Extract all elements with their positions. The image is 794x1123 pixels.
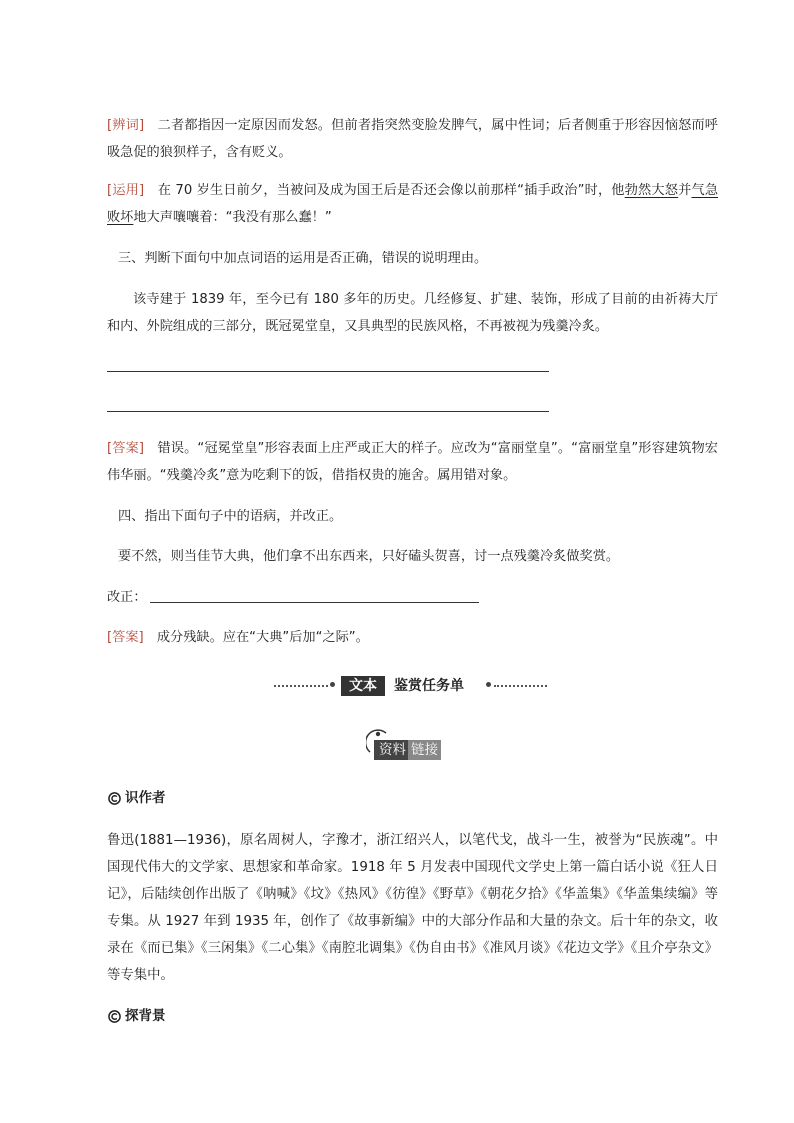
ziliao-label-b: 链接 (408, 740, 441, 760)
answer-line-1[interactable] (107, 371, 549, 372)
background-heading-text: 探背景 (125, 1008, 166, 1024)
q4-answer (107, 624, 718, 651)
bianci-text: 二者都指因一定原因而发怒。但前者指突然变脸发脾气，属中性词；后者侧重于形容因恼怒而呼吸急促的狼狈样子，含有贬义。 (107, 118, 718, 160)
banner-box-label: 文本 (341, 676, 385, 696)
ziliao-label-box (374, 740, 441, 760)
background-heading (108, 1006, 166, 1026)
yunyong-text-1: 在 70 岁生日前夕，当被问及成为国王后是否还会像以前那样“插手政治”时，他 (144, 183, 625, 198)
bianci-tag: [辨词] (107, 118, 145, 133)
q3-title: 三、判断下面句中加点词语的运用是否正确，错误的说明理由。 (118, 251, 488, 266)
q3-answer-tag: [答案] (107, 441, 145, 456)
yunyong-underlined-2: 气急败坏 (107, 183, 719, 225)
circle-c-icon-2 (108, 1010, 121, 1023)
author-text: 鲁迅(1881—1936)，原名周树人，字豫才，浙江绍兴人，以笔代戈，战斗一生，被誉为“民族魂”。中国现代伟大的文学家、思想家和革命家。1918 年 5 月发表中国现代文学史上第一篇白话小说《狂人日记》，后陆续创作出版了《呐喊》《坟》《热风》《彷徨》《野草》《朝花夕拾》《华盖集》《华盖集续编》等专集。从 1927 年到 1935 年，创作了《故事新编》中的大部分作品和大量的杂文。后十年的杂文，收录在《而已集》《三闲集》《二心集》《南腔北调集》《伪自由书》《准风月谈》《花边文学》《且介亭杂文》等专集中。 (107, 833, 718, 983)
circle-c-icon (108, 792, 121, 805)
q3-answer-text: 错误。“冠冕堂皇”形容表面上庄严或正大的样子。应改为“富丽堂皇”。“富丽堂皇”形容建筑物宏伟华丽。“残羹冷炙”意为吃剩下的饭，借指权贵的施舍。属用错对象。 (107, 441, 718, 483)
banner-title: 鉴赏任务单 (394, 678, 464, 694)
yunyong-tag: [运用] (107, 183, 145, 198)
ziliao-link-badge (366, 728, 462, 762)
author-heading-text: 识作者 (125, 790, 166, 806)
banner-dots-right (494, 685, 547, 687)
q4-fix-label: 改正： (107, 590, 147, 605)
q4-answer-tag: [答案] (107, 630, 144, 645)
yunyong-text-3: 地大声嚷嚷着：“我没有那么蠢！” (133, 210, 332, 225)
q4-answer-text: 成分残缺。应在“大典”后加“之际”。 (143, 630, 369, 645)
yunyong-paragraph (107, 177, 718, 231)
answer-line-2[interactable] (107, 411, 549, 412)
bianci-paragraph (107, 112, 718, 166)
fix-line[interactable] (150, 602, 479, 603)
section-banner (274, 674, 547, 698)
q4-title: 四、指出下面句子中的语病，并改正。 (118, 509, 343, 524)
yunyong-text-2: 并 (678, 183, 692, 198)
banner-dots-left (274, 685, 328, 687)
q3-answer (107, 435, 718, 489)
q3-sentence: 该寺建于 1839 年，至今已有 180 多年的历史。几经修复、扩建、装饰，形成了目前的由祈祷大厅和内、外院组成的三部分，既冠冕堂皇，又具典型的民族风格，不再被视为残羹冷炙。 (107, 292, 718, 334)
banner-dot-left (330, 682, 335, 687)
ziliao-label-a: 资料 (379, 742, 406, 758)
author-heading (108, 788, 166, 808)
yunyong-underlined-1: 勃然大怒 (624, 183, 679, 198)
q4-sentence: 要不然，则当佳节大典，他们拿不出东西来，只好磕头贺喜，讨一点残羹冷炙做奖赏。 (118, 549, 620, 564)
banner-dot-right (486, 682, 491, 687)
